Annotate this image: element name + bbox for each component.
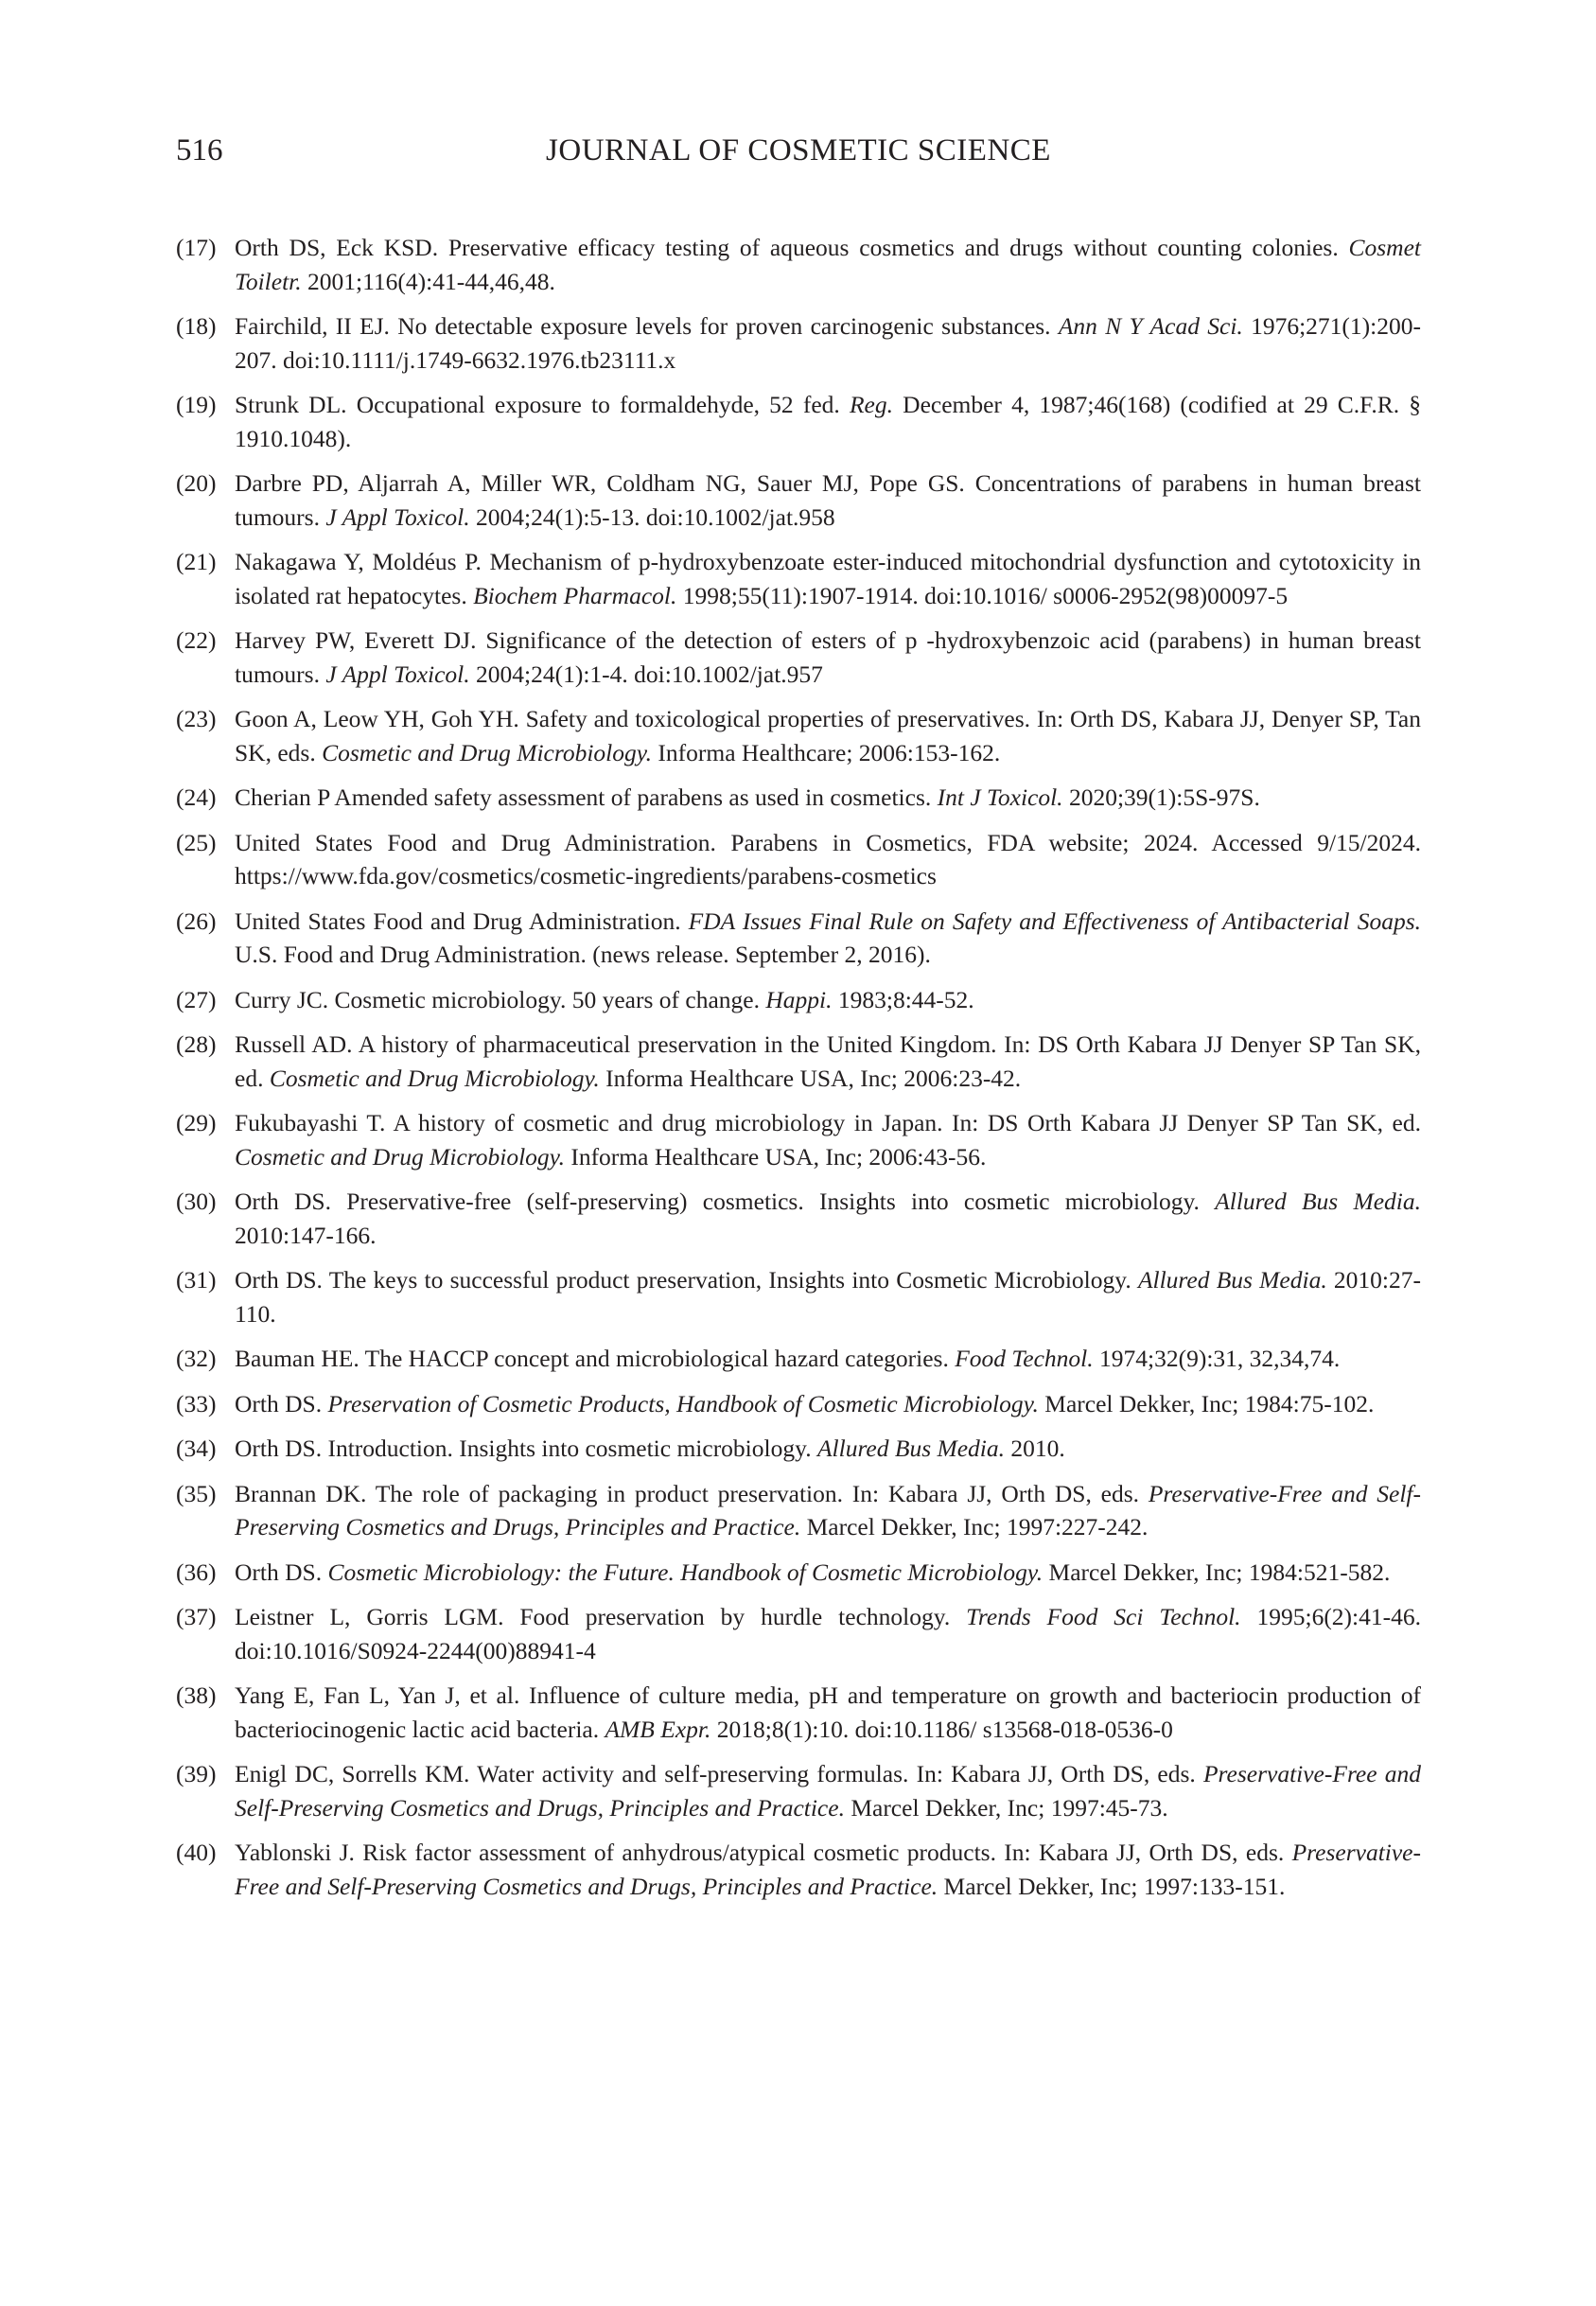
reference-item — [176, 466, 1421, 534]
reference-source-title: Preservative-Free and Self-Preserving Cosmetics and Drugs, Principles and Practice. — [235, 1839, 1421, 1900]
page-number: 516 — [176, 133, 223, 167]
reference-number: (31) — [176, 1266, 217, 1294]
reference-text — [235, 1836, 1421, 1903]
reference-item — [176, 1432, 1421, 1466]
reference-number: (34) — [176, 1435, 217, 1462]
reference-text — [235, 1387, 1421, 1421]
reference-text — [235, 1556, 1421, 1590]
reference-text — [235, 1028, 1421, 1095]
reference-text — [235, 466, 1421, 534]
reference-source-title: Preservative-Free and Self-Preserving Cosmetics and Drugs, Principles and Practice. — [235, 1760, 1422, 1822]
reference-number: (36) — [176, 1558, 217, 1586]
reference-text-segment: 1976;271(1):200-207. doi:10.1111/j.1749-6632.1976.tb23111.x — [235, 312, 1421, 374]
reference-text-segment: Informa Healthcare USA, Inc; 2006:23-42. — [599, 1064, 1022, 1092]
reference-text-segment: Yang E, Fan L, Yan J, et al. Influence of culture media, pH and temperature on growth and bacteriocin production of bacteriocinogenic lactic acid bacteria. — [235, 1681, 1421, 1743]
journal-title: JOURNAL OF COSMETIC SCIENCE — [546, 133, 1051, 167]
reference-list — [176, 231, 1421, 1914]
reference-text-segment: 2001;116(4):41-44,46,48. — [301, 267, 555, 295]
reference-text — [235, 1477, 1421, 1544]
reference-text-segment: 2004;24(1):1-4. doi:10.1002/jat.957 — [469, 660, 823, 688]
reference-number: (37) — [176, 1603, 217, 1630]
reference-number: (40) — [176, 1839, 217, 1866]
reference-number: (28) — [176, 1030, 217, 1058]
reference-text-segment: Brannan DK. The role of packaging in product preservation. In: Kabara JJ, Orth DS, eds. — [235, 1479, 1149, 1507]
reference-number: (23) — [176, 705, 217, 732]
reference-text-segment: 1983;8:44-52. — [832, 985, 974, 1013]
reference-source-title: J Appl Toxicol. — [325, 660, 470, 688]
reference-text-segment: 1998;55(11):1907-1914. doi:10.1016/ s0006-2952(98)00097-5 — [676, 581, 1289, 609]
reference-text-segment: Orth DS. — [235, 1558, 328, 1586]
reference-text-segment: Darbre PD, Aljarrah A, Miller WR, Coldham NG, Sauer MJ, Pope GS. Concentrations of parabens in human breast tumours. — [235, 469, 1421, 531]
reference-item — [176, 1556, 1421, 1590]
reference-item — [176, 1263, 1421, 1330]
reference-text-segment: Orth DS. — [235, 1389, 328, 1417]
reference-source-title: Allured Bus Media. — [1137, 1266, 1327, 1294]
reference-source-title: Ann N Y Acad Sci. — [1058, 312, 1243, 340]
reference-item — [176, 1028, 1421, 1095]
reference-text-segment: United States Food and Drug Administration. — [235, 907, 689, 935]
reference-item — [176, 1477, 1421, 1544]
reference-text — [235, 781, 1421, 815]
reference-text-segment: United States Food and Drug Administration. Parabens in Cosmetics, FDA website; 2024. Accessed 9/15/2024. https://www.fda.gov/cosmetics/cosmetic-ingredients/parabens-cosmetics — [235, 828, 1421, 889]
reference-source-title: Preservative-Free and Self-Preserving Cosmetics and Drugs, Principles and Practice. — [235, 1479, 1421, 1540]
reference-text — [235, 1263, 1421, 1330]
reference-item — [176, 1387, 1421, 1421]
reference-source-title: Cosmetic and Drug Microbiology. — [269, 1064, 600, 1092]
reference-text-segment: U.S. Food and Drug Administration. (news release. September 2, 2016). — [235, 941, 931, 968]
reference-source-title: Cosmetic Microbiology: the Future. Handbook of Cosmetic Microbiology. — [327, 1558, 1044, 1586]
reference-number: (38) — [176, 1681, 217, 1709]
reference-item — [176, 905, 1421, 972]
reference-item — [176, 1679, 1421, 1746]
reference-text-segment: Enigl DC, Sorrells KM. Water activity and self-preserving formulas. In: Kabara JJ, Orth DS, eds. — [235, 1760, 1203, 1787]
reference-text — [235, 231, 1421, 298]
reference-text-segment: Strunk DL. Occupational exposure to formaldehyde, 52 fed. — [235, 391, 850, 418]
reference-number: (20) — [176, 469, 217, 497]
page-header — [176, 128, 1421, 173]
reference-text-segment: Nakagawa Y, Moldéus P. Mechanism of p-hydroxybenzoate ester-induced mitochondrial dysfunction and cytotoxicity in isolated rat hepatocytes. — [235, 548, 1421, 609]
reference-text — [235, 1679, 1421, 1746]
reference-text-segment: December 4, 1987;46(168) (codified at 29 C.F.R. § 1910.1048). — [235, 391, 1421, 452]
reference-text — [235, 1106, 1421, 1173]
reference-source-title: Biochem Pharmacol. — [473, 581, 677, 609]
reference-number: (25) — [176, 828, 217, 856]
reference-source-title: Trends Food Sci Technol. — [966, 1603, 1241, 1630]
reference-item — [176, 1600, 1421, 1667]
reference-text — [235, 1185, 1421, 1252]
reference-source-title: FDA Issues Final Rule on Safety and Effectiveness of Antibacterial Soaps. — [688, 907, 1421, 935]
reference-number: (19) — [176, 391, 217, 418]
reference-text — [235, 1757, 1421, 1824]
reference-number: (22) — [176, 626, 217, 654]
reference-text-segment: Goon A, Leow YH, Goh YH. Safety and toxicological properties of preservatives. In: Orth DS, Kabara JJ, Denyer SP, Tan SK, eds. — [235, 705, 1421, 766]
reference-text-segment: Leistner L, Gorris LGM. Food preservation by hurdle technology. — [235, 1603, 967, 1630]
reference-text — [235, 1432, 1421, 1466]
reference-number: (27) — [176, 985, 217, 1013]
reference-text-segment: Harvey PW, Everett DJ. Significance of the detection of esters of p -hydroxybenzoic acid (parabens) in human breast tumours. — [235, 626, 1421, 688]
reference-text-segment: 2010:147-166. — [235, 1221, 377, 1249]
reference-text-segment: Orth DS, Eck KSD. Preservative efficacy testing of aqueous cosmetics and drugs without counting colonies. — [235, 234, 1349, 261]
reference-text — [235, 702, 1421, 769]
reference-number: (35) — [176, 1479, 217, 1507]
reference-text-segment: Marcel Dekker, Inc; 1984:521-582. — [1043, 1558, 1391, 1586]
reference-number: (24) — [176, 783, 217, 811]
reference-text-segment: 1974;32(9):31, 32,34,74. — [1093, 1345, 1341, 1372]
reference-source-title: Reg. — [849, 391, 893, 418]
reference-source-title: Cosmet Toiletr. — [235, 234, 1421, 295]
reference-number: (29) — [176, 1109, 217, 1136]
reference-number: (39) — [176, 1760, 217, 1787]
reference-text — [235, 388, 1421, 455]
reference-text-segment: 2018;8(1):10. doi:10.1186/ s13568-018-0536-0 — [710, 1715, 1173, 1743]
reference-number: (33) — [176, 1389, 217, 1417]
reference-text-segment: Curry JC. Cosmetic microbiology. 50 years of change. — [235, 985, 766, 1013]
reference-source-title: Cosmetic and Drug Microbiology. — [235, 1142, 565, 1171]
reference-text-segment: Marcel Dekker, Inc; 1984:75-102. — [1038, 1389, 1375, 1417]
reference-text-segment: 2010:27-110. — [235, 1266, 1422, 1328]
reference-text-segment: 2004;24(1):5-13. doi:10.1002/jat.958 — [469, 502, 835, 531]
reference-text — [235, 545, 1421, 612]
reference-text — [235, 1342, 1421, 1376]
reference-text-segment: Fairchild, II EJ. No detectable exposure levels for proven carcinogenic substances. — [235, 312, 1059, 340]
reference-text-segment: Marcel Dekker, Inc; 1997:227-242. — [800, 1513, 1149, 1540]
reference-text-segment: 2010. — [1005, 1435, 1065, 1462]
reference-text-segment: Cherian P Amended safety assessment of parabens as used in cosmetics. — [235, 783, 938, 811]
reference-number: (32) — [176, 1345, 217, 1372]
reference-item — [176, 1757, 1421, 1824]
reference-text — [235, 309, 1421, 377]
reference-text-segment: Informa Healthcare USA, Inc; 2006:43-56. — [564, 1142, 987, 1171]
reference-source-title: Preservation of Cosmetic Products, Handbook of Cosmetic Microbiology. — [327, 1389, 1039, 1417]
reference-source-title: Allured Bus Media. — [816, 1435, 1006, 1462]
reference-text-segment: Marcel Dekker, Inc; 1997:133-151. — [938, 1872, 1286, 1900]
reference-item — [176, 702, 1421, 769]
reference-item — [176, 309, 1421, 377]
reference-item — [176, 1106, 1421, 1173]
reference-number: (26) — [176, 907, 217, 935]
reference-text-segment: Informa Healthcare; 2006:153-162. — [652, 738, 1001, 766]
reference-number: (30) — [176, 1188, 217, 1215]
reference-text — [235, 826, 1421, 893]
reference-text-segment: Russell AD. A history of pharmaceutical preservation in the United Kingdom. In: DS Orth Kabara JJ Denyer SP Tan SK, ed. — [235, 1030, 1421, 1092]
reference-item — [176, 388, 1421, 455]
reference-item — [176, 1836, 1421, 1903]
reference-item — [176, 624, 1421, 691]
reference-item — [176, 231, 1421, 298]
reference-item — [176, 545, 1421, 612]
reference-text-segment: Orth DS. Preservative-free (self-preserving) cosmetics. Insights into cosmetic microbiology. — [235, 1188, 1216, 1215]
reference-text-segment: Yablonski J. Risk factor assessment of anhydrous/atypical cosmetic products. In: Kabara JJ, Orth DS, eds. — [235, 1839, 1292, 1866]
reference-source-title: Cosmetic and Drug Microbiology. — [322, 738, 653, 766]
reference-text-segment: 2020;39(1):5S-97S. — [1062, 783, 1260, 811]
reference-text-segment: Marcel Dekker, Inc; 1997:45-73. — [844, 1793, 1168, 1822]
reference-item — [176, 1185, 1421, 1252]
reference-number: (18) — [176, 312, 217, 340]
reference-source-title: Allured Bus Media. — [1215, 1188, 1422, 1215]
reference-source-title: AMB Expr. — [605, 1715, 711, 1743]
reference-text-segment: Bauman HE. The HACCP concept and microbiological hazard categories. — [235, 1345, 956, 1372]
reference-source-title: Happi. — [765, 985, 833, 1013]
reference-item — [176, 1342, 1421, 1376]
reference-item — [176, 781, 1421, 815]
reference-number: (21) — [176, 548, 217, 575]
reference-item — [176, 983, 1421, 1017]
reference-text — [235, 624, 1421, 691]
reference-source-title: J Appl Toxicol. — [325, 502, 470, 531]
reference-text-segment: 1995;6(2):41-46. doi:10.1016/S0924-2244(00)88941-4 — [235, 1603, 1422, 1664]
reference-text-segment: Fukubayashi T. A history of cosmetic and drug microbiology in Japan. In: DS Orth Kabara JJ Denyer SP Tan SK, ed. — [235, 1109, 1421, 1136]
reference-text-segment: Orth DS. Introduction. Insights into cosmetic microbiology. — [235, 1435, 817, 1462]
reference-source-title: Int J Toxicol. — [937, 783, 1063, 811]
reference-source-title: Food Technol. — [955, 1345, 1094, 1372]
reference-text — [235, 905, 1421, 972]
reference-number: (17) — [176, 234, 217, 261]
reference-item — [176, 826, 1421, 893]
reference-text — [235, 1600, 1421, 1667]
reference-text-segment: Orth DS. The keys to successful product preservation, Insights into Cosmetic Microbiology. — [235, 1266, 1138, 1294]
reference-text — [235, 983, 1421, 1017]
